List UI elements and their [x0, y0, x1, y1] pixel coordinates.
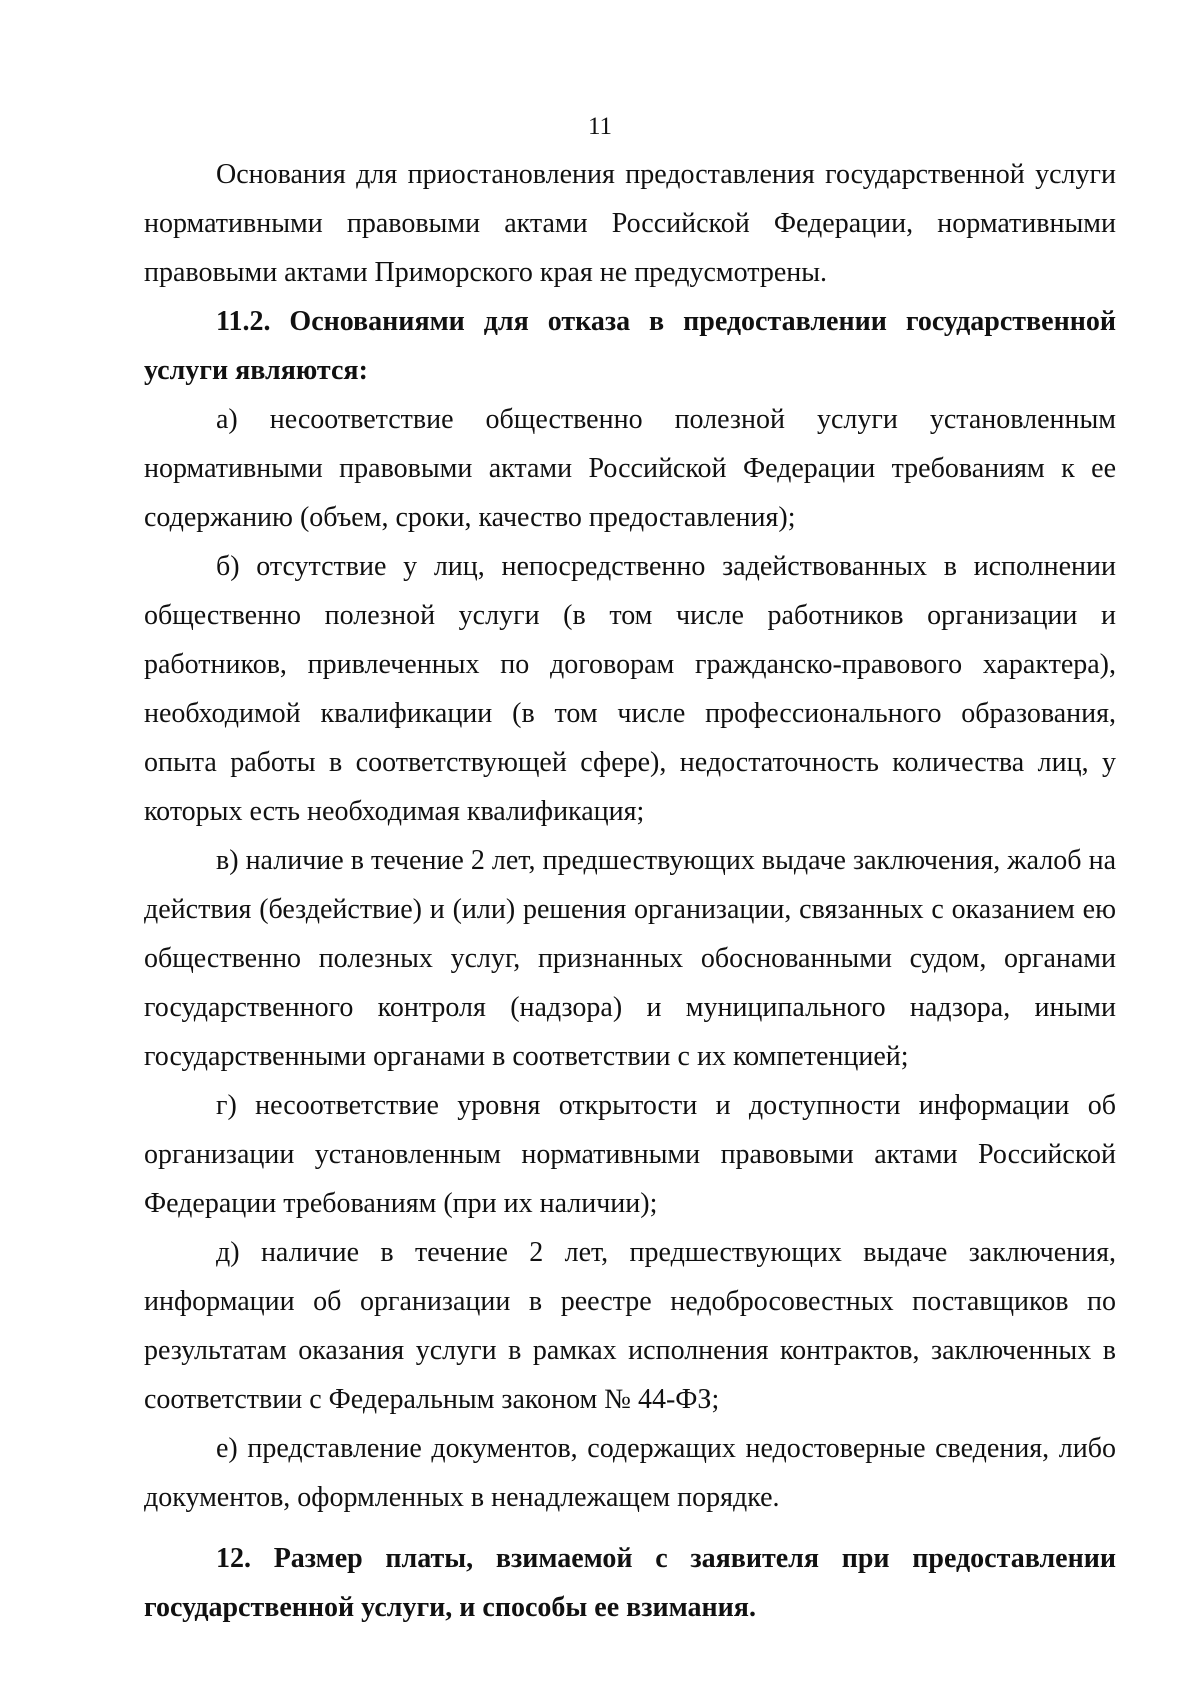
paragraph-suspension-grounds: Основания для приостановления предоставления государственной услуги нормативными правовыми актами Российской Федерации, нормативными правовыми актами Приморского края не предусмотрены. — [144, 159, 1116, 288]
list-item-g: г) несоответствие уровня открытости и доступности информации об организации установленным нормативными правовыми актами Российской Федерации требованиям (при их наличии); — [144, 1090, 1116, 1219]
page-number: 11 — [587, 113, 613, 140]
list-item-d: д) наличие в течение 2 лет, предшествующих выдаче заключения, информации об организации в реестре недобросовестных поставщиков по результатам оказания услуги в рамках исполнения контрактов, заключенных в соответствии с Федеральным законом № 44-ФЗ; — [144, 1237, 1116, 1415]
list-item-b: б) отсутствие у лиц, непосредственно задействованных в исполнении общественно полезной услуги (в том числе работников организации и работников, привлеченных по договорам гражданско-правового характера), необходимой квалификации (в том числе профессионального образования, опыта работы в соответствующей сфере), недостаточность количества лиц, у которых есть необходимая квалификация; — [144, 551, 1116, 827]
list-item-v: в) наличие в течение 2 лет, предшествующих выдаче заключения, жалоб на действия (бездействие) и (или) решения организации, связанных с оказанием ею общественно полезных услуг, признанных обоснованными судом, органами государственного контроля (надзора) и муниципального надзора, иными государственными органами в соответствии с их компетенцией; — [144, 845, 1116, 1072]
heading-12-fee: 12. Размер платы, взимаемой с заявителя при предоставлении государственной услуги, и способы ее взимания. — [144, 1543, 1116, 1623]
list-item-a: а) несоответствие общественно полезной услуги установленным нормативными правовыми актами Российской Федерации требованиям к ее содержанию (объем, сроки, качество предоставления); — [144, 404, 1116, 533]
document-body — [144, 150, 1116, 1632]
list-item-e: е) представление документов, содержащих недостоверные сведения, либо документов, оформленных в ненадлежащем порядке. — [144, 1433, 1116, 1513]
heading-11-2-refusal-grounds: 11.2. Основаниями для отказа в предоставлении государственной услуги являются: — [144, 306, 1116, 386]
